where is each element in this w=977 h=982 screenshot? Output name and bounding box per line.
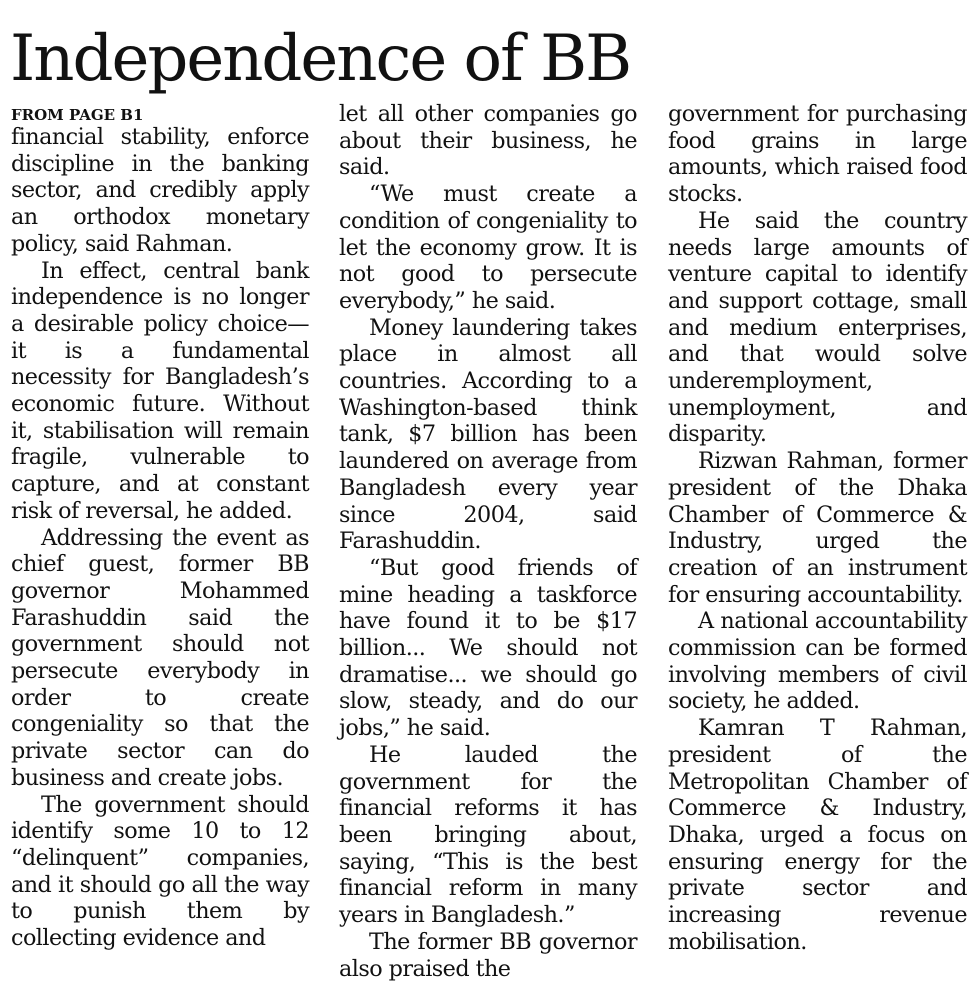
article-column-1 (11, 101, 309, 952)
article-column-2 (339, 101, 637, 982)
paragraph: A national accountability commission can be formed involving members of civil society, he added. (668, 608, 967, 715)
paragraph: let all other companies go about their business, he said. (339, 101, 637, 181)
paragraph: In effect, central bank independence is no longer a desirable policy choice—it is a fundamental necessity for Bangladesh’s economic future. Without it, stabilisation will remain fragile, vulnerable to capture, and at constant risk of reversal, he added. (11, 257, 309, 524)
paragraph: Kamran T Rahman, president of the Metropolitan Chamber of Commerce & Industry, Dhaka, urged a focus on ensuring energy for the private sector and increasing revenue mobilisation. (668, 715, 967, 955)
paragraph: Addressing the event as chief guest, former BB governor Mohammed Farashuddin said the government should not persecute everybody in order to create congeniality so that the private sector can do business and create jobs. (11, 524, 309, 791)
article-column-3 (668, 101, 967, 956)
paragraph: Rizwan Rahman, former president of the Dhaka Chamber of Commerce & Industry, urged the creation of an instrument for ensuring accountability. (668, 448, 967, 608)
paragraph: government for purchasing food grains in large amounts, which raised food stocks. (668, 101, 967, 208)
continuation-kicker: FROM PAGE B1 (11, 106, 144, 124)
paragraph: financial stability, enforce discipline in the banking sector, and credibly apply an orthodox monetary policy, said Rahman. (11, 124, 309, 257)
headline: Independence of BB (10, 22, 631, 96)
paragraph: The government should identify some 10 to 12 “delinquent” companies, and it should go all the way to punish them by collecting evidence and (11, 791, 309, 952)
paragraph: “We must create a condition of congeniality to let the economy grow. It is not good to persecute everybody,” he said. (339, 181, 637, 314)
paragraph: He said the country needs large amounts of venture capital to identify and support cottage, small and medium enterprises, and that would solve underemployment, unemployment, and disparity. (668, 207, 967, 448)
paragraph: The former BB governor also praised the (339, 928, 637, 982)
paragraph: Money laundering takes place in almost all countries. According to a Washington-based think tank, $7 billion has been laundered on average from Bangladesh every year since 2004, said Farashuddin. (339, 314, 637, 555)
paragraph: “But good friends of mine heading a taskforce have found it to be $17 billion... We should not dramatise... we should go slow, steady, and do our jobs,” he said. (339, 554, 637, 742)
paragraph: He lauded the government for the financial reforms it has been bringing about, saying, “This is the best financial reform in many years in Bangladesh.” (339, 741, 637, 929)
